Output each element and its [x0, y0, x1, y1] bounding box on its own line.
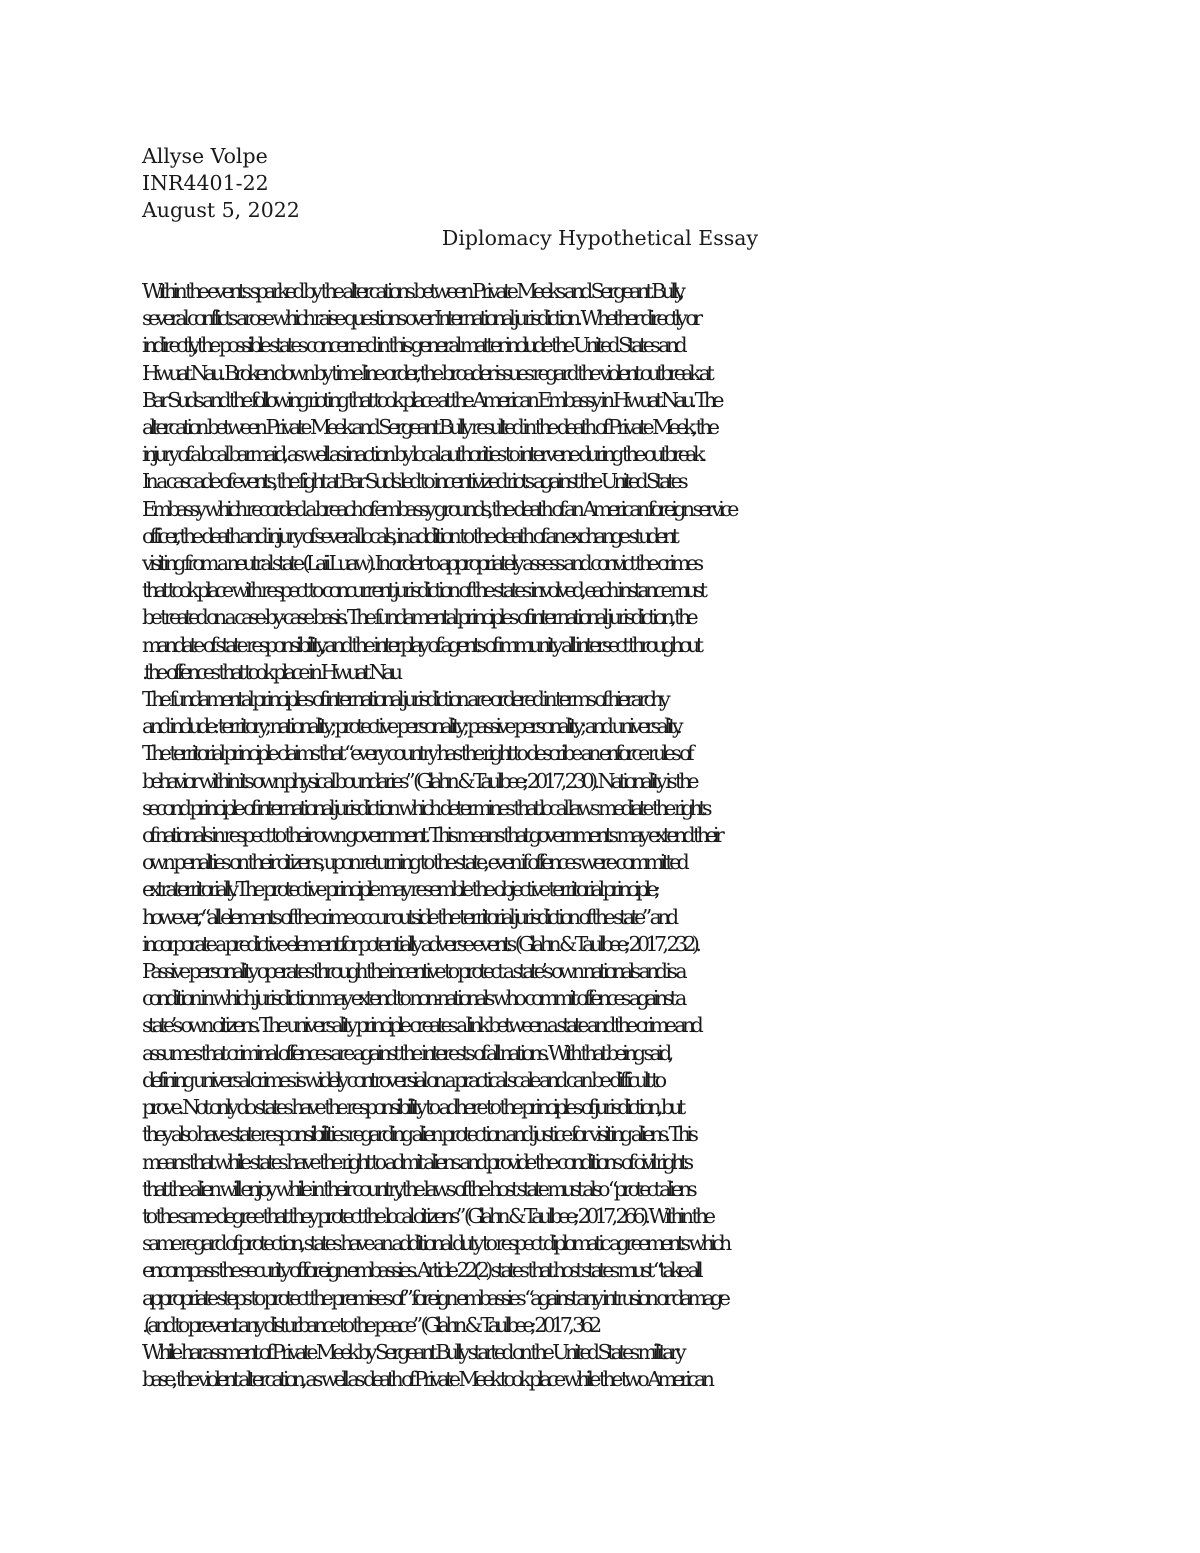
body-text-line: In a cascade of events, the fight at Bar Suds led to incentivized riots against the United States — [142, 469, 685, 494]
course-code: INR4401-22 — [142, 171, 269, 196]
body-text-line: Hwuat Nau. Broken down by time line order, the broader issues regard the violent outbreak at — [142, 360, 711, 385]
body-text-line: be treated on a case-by-case basis. The fundamental principles of international jurisdiction, the — [142, 605, 695, 630]
body-text-line: officer, the death and injury of several locals, in addition to the death of an exchange student — [142, 523, 676, 548]
body-text-line: visiting from a neutral state (Laii Luaw). In order to appropriately assess and convict the crimes — [142, 551, 700, 576]
body-text-line: appropriate steps to protect the premises of” foreign embassies “against any intrusion or damage — [142, 1285, 727, 1310]
body-text-line: state’s own citizens. The universality principle creates a link between a state and the crime and — [142, 1013, 700, 1038]
body-text-line: prove. Not only do states have the responsibility to adhere to the principles of jurisdiction, but — [142, 1095, 682, 1120]
body-text-line: means that while states have the right to admit aliens and provide the conditions of civil rights — [142, 1149, 690, 1174]
body-text-line: Passive personality operates through the incentive to protect a state’s own nationals and is a — [142, 959, 684, 984]
body-text-line: .the offences that took place in Hwuat Nau — [142, 659, 399, 684]
body-text-line: The fundamental principles of international jurisdiction are ordered in terms of hierarchy — [142, 687, 667, 712]
body-text-line: altercation between Private Meek and Sergeant Bully resulted in the death of Private Meek, the — [142, 415, 716, 440]
body-text-line: mandate of state responsibility, and the interplay of agents of immunity all intersect throughout — [142, 632, 700, 657]
body-text-line: own penalties on their citizens, upon returning to the state, even if offences were committed — [142, 850, 686, 875]
body-text-line: Within the events sparked by the altercations between Private Meeks and Sergeant Bully, — [142, 279, 681, 303]
body-text-line: that the alien will enjoy while in their country, the laws of the host state must also “protect aliens — [142, 1176, 694, 1201]
body-text-line: several conflicts arose which raise questions over International jurisdiction. Whether directly or — [142, 306, 699, 331]
body-text-line: assumes that criminal offences are against the interests of all nations. With that being said, — [142, 1040, 670, 1065]
body-text-line: and include: territory; nationality; protective personality; passive personality; and universality. — [142, 714, 679, 739]
body-text-line: extraterritorially. The protective principle may resemble the objective territorial principle; — [142, 877, 657, 902]
body-text-line: second principle of international jurisdiction which determines that local laws mediate the rights — [142, 795, 708, 820]
body-text-line: injury of a local barmaid, as well as inaction by local authorities to intervene during the outbreak. — [142, 442, 703, 467]
document-title: Diplomacy Hypothetical Essay — [441, 226, 759, 250]
body-text-line: however, “all elements of the crime occur outside the territorial jurisdiction of the state” and — [142, 904, 675, 929]
document-header — [142, 143, 300, 225]
body-text-line: to the same degree that they protect the local citizens” (Glahn & Taulbee; 2017, 266). Within the — [142, 1203, 712, 1228]
body-text-line: they also have state responsibilities regarding alien protection and justice for visiting aliens. This — [142, 1122, 695, 1147]
body-text-line: indirectly, the possible states concerned in this general matter include the United States and — [142, 333, 684, 358]
body-text-line: that took place with respect to concurrent jurisdiction of the states involved, each instance must — [142, 578, 704, 603]
body-text-line: condition in which jurisdiction may extend to non-nationals who commit offences against a — [142, 986, 683, 1011]
body-text-line: behavior within its own physical boundaries” (Glahn & Taulbee; 2017, 230). Nationality is the — [142, 768, 695, 793]
body-text-line: The territorial principle claims that “every country has the right to describe an enforce rules of — [142, 741, 690, 766]
body-text-line: encompass the security of foreign embassies. Article 22(2) states that host states must “take all — [142, 1258, 700, 1283]
body-text-line: Bar Suds and the following rioting that took place at the American Embassy in Hwuat Nau. The — [142, 387, 720, 412]
body-text-line: of nationals in respect to their own government. This means that governments may extend their — [142, 823, 721, 848]
body-text-line: incorporate a predictive element for potentially adverse events (Glahn & Taulbee; 2017, 232). — [142, 931, 698, 956]
body-text-line: Embassy which recorded a breach of embassy grounds, the death of an American foreign service — [142, 496, 735, 521]
essay-body — [142, 278, 1062, 1393]
body-text-line: base, the violent altercation, as well as death of Private Meek took place while the two American — [142, 1367, 711, 1392]
body-text-line: .(and to prevent any disturbance to the peace” (Glahn & Taulbee; 2017, 362 — [142, 1312, 598, 1337]
body-text-line: While harassment of Private Meek by Sergeant Bully started on the United States military — [142, 1339, 683, 1364]
author-name: Allyse Volpe — [142, 144, 268, 168]
body-text-line: same regard of protection, states have an additional duty to respect diplomatic agreements which — [142, 1231, 728, 1256]
document-date: August 5, 2022 — [142, 198, 300, 223]
body-text-line: defining universal crimes is widely controversial on a practical scale and can be difficult to — [142, 1067, 663, 1092]
